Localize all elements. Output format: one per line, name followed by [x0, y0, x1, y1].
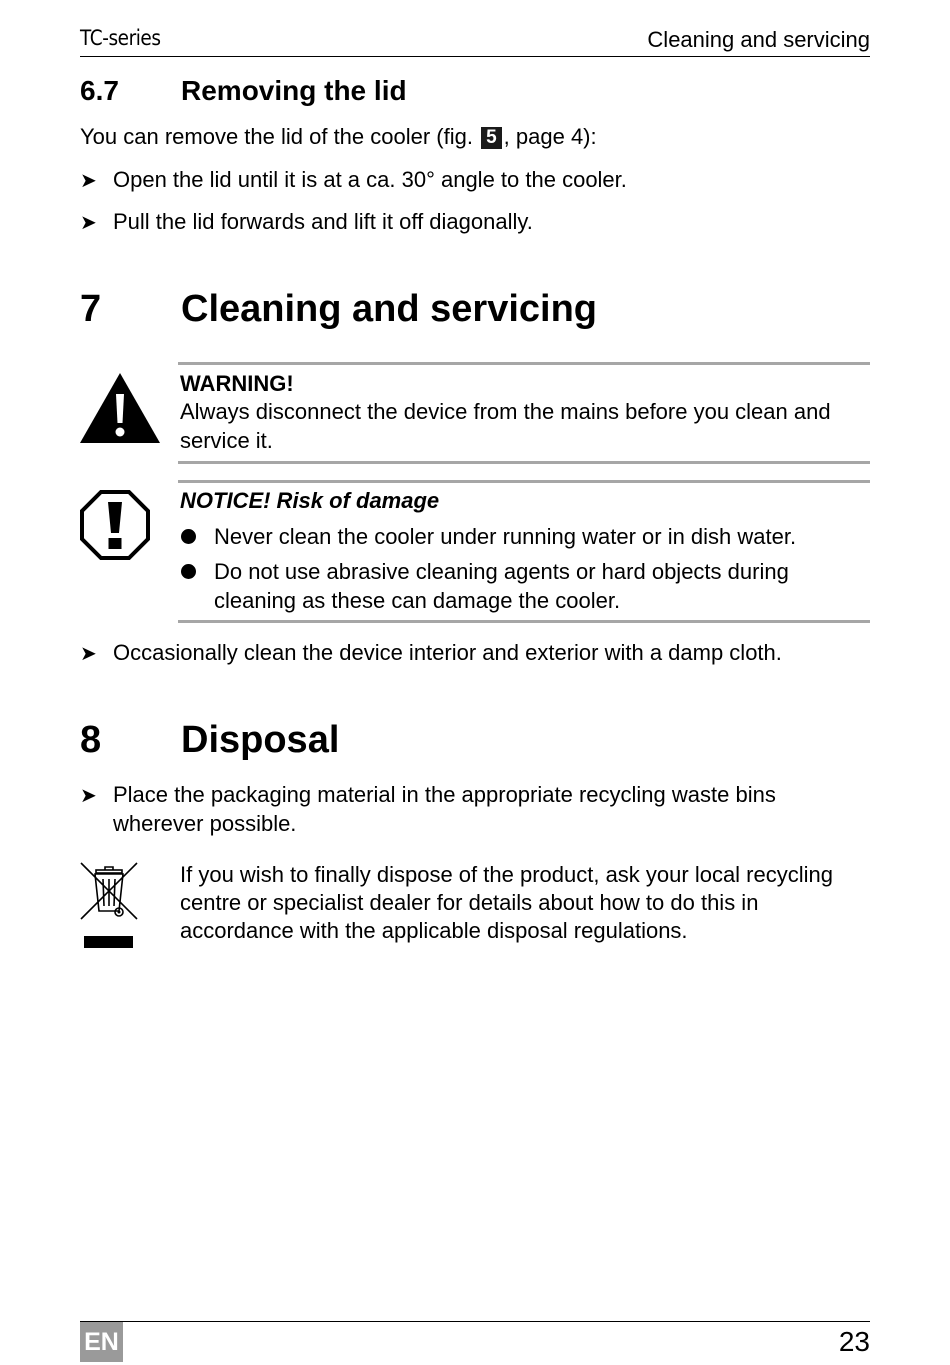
section-6-7-number: 6.7: [80, 75, 119, 106]
header-rule: [80, 56, 870, 57]
arrow-icon: ➤: [80, 170, 97, 192]
warning-bottom-rule: [178, 461, 870, 464]
notice-bullet-2-line2: cleaning as these can damage the cooler.: [214, 588, 621, 613]
section-7-number: 7: [80, 288, 102, 330]
figure-reference: 5: [481, 127, 502, 149]
notice-top-rule: [178, 480, 870, 483]
warning-text-line1: Always disconnect the device from the mains before you clean and: [180, 399, 831, 424]
header-series: TC-series: [80, 26, 161, 50]
arrow-icon: ➤: [80, 212, 97, 234]
header-section: Cleaning and servicing: [647, 27, 870, 52]
bullet-dot: [181, 529, 196, 544]
notice-label: NOTICE! Risk of damage: [180, 488, 440, 513]
notice-octagon-icon: [79, 489, 151, 561]
warning-label: WARNING!: [180, 371, 294, 396]
notice-bullet-1: Never clean the cooler under running water or in dish water.: [214, 524, 797, 549]
warning-triangle-icon: [79, 372, 161, 444]
bullet-dot: [181, 564, 196, 579]
intro-text-start: You can remove the lid of the cooler (fig.: [80, 124, 480, 149]
notice-bottom-rule: [178, 620, 870, 623]
crossed-out-bin-icon: [79, 861, 141, 949]
arrow-icon: ➤: [80, 643, 97, 665]
step-clean-device: Occasionally clean the device interior and exterior with a damp cloth.: [113, 640, 782, 665]
page-number: 23: [838, 1326, 870, 1357]
notice-bullet-2-line1: Do not use abrasive cleaning agents or hard objects during: [214, 559, 789, 584]
warning-top-rule: [178, 362, 870, 365]
section-8-title: Disposal: [181, 719, 340, 761]
disposal-text-line2: centre or specialist dealer for details about how to do this in: [180, 890, 759, 915]
footer-rule: [80, 1321, 870, 1322]
disposal-text-line3: accordance with the applicable disposal regulations.: [180, 918, 688, 943]
warning-text-line2: service it.: [180, 428, 273, 453]
section-6-7-title: Removing the lid: [181, 75, 407, 106]
section-7-title: Cleaning and servicing: [181, 288, 597, 330]
intro-text-end: , page 4):: [503, 124, 597, 149]
section-6-7-intro: [80, 122, 597, 151]
step-packaging-line2: wherever possible.: [113, 811, 297, 836]
section-8-number: 8: [80, 719, 102, 761]
step-packaging-line1: Place the packaging material in the appropriate recycling waste bins: [113, 782, 776, 807]
step-pull-lid: Pull the lid forwards and lift it off diagonally.: [113, 209, 533, 234]
language-tab: EN: [80, 1322, 123, 1362]
step-open-lid: Open the lid until it is at a ca. 30° angle to the cooler.: [113, 167, 627, 192]
disposal-text-line1: If you wish to finally dispose of the product, ask your local recycling: [180, 862, 833, 887]
arrow-icon: ➤: [80, 785, 97, 807]
